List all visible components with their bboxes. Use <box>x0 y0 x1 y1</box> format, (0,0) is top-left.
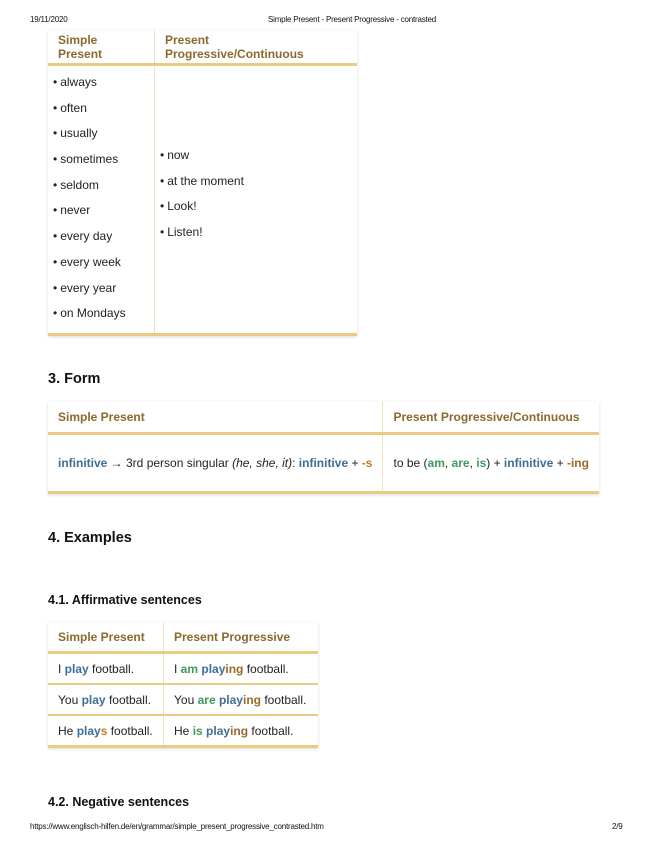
verb: play <box>81 692 106 707</box>
signal-word: • never <box>53 198 149 224</box>
simple-present-example <box>48 684 164 715</box>
ing-ending: ing <box>230 723 249 738</box>
col-header-present-progressive: Present Progressive/Continuous <box>155 30 358 65</box>
auxiliary: are <box>197 692 216 707</box>
table-row <box>48 715 318 747</box>
progressive-signal-cell <box>155 65 358 335</box>
subject: You <box>174 692 198 707</box>
form-am: am <box>427 456 445 470</box>
verb: play <box>218 692 243 707</box>
ing-ending: ing <box>225 661 244 676</box>
aff-col-header-simple: Simple Present <box>48 622 164 653</box>
auxiliary: am <box>180 661 199 676</box>
section-heading-examples: 4. Examples <box>48 530 132 546</box>
table-row <box>48 684 318 715</box>
form-col-header-simple: Simple Present <box>48 401 383 434</box>
form-is: is <box>476 456 487 470</box>
signal-word: • every day <box>53 224 149 250</box>
signal-word: • at the moment <box>160 169 352 195</box>
form-progressive-rule <box>383 434 599 493</box>
present-progressive-example <box>164 653 319 685</box>
form-ing-suffix: -ing <box>566 456 589 470</box>
table-row <box>48 653 318 685</box>
form-simple-present-rule <box>48 434 383 493</box>
page-number: 2/9 <box>612 822 623 831</box>
verb: play <box>206 723 231 738</box>
signal-word: • seldom <box>53 173 149 199</box>
simple-present-example <box>48 715 164 747</box>
signal-word: • now <box>160 143 352 169</box>
present-progressive-example <box>164 715 319 747</box>
signal-word: • Look! <box>160 194 352 220</box>
subject: He <box>174 723 193 738</box>
form-table <box>48 401 599 494</box>
verb: play <box>201 661 226 676</box>
col-header-simple-present: Simple Present <box>48 30 155 65</box>
print-url: https://www.englisch-hilfen.de/en/grammar/simple_present_progressive_contrasted.htm <box>30 822 324 831</box>
subheading-negative: 4.2. Negative sentences <box>48 795 190 809</box>
object: football. <box>107 723 153 738</box>
form-to-be: to be ( <box>393 456 428 470</box>
signal-word: • on Mondays <box>53 301 149 327</box>
form-plus: + <box>348 456 362 470</box>
object: football. <box>105 692 151 707</box>
auxiliary: is <box>192 723 203 738</box>
section-heading-form: 3. Form <box>48 371 101 387</box>
verb-ending: s <box>100 723 108 738</box>
ing-ending: ing <box>242 692 261 707</box>
object: football. <box>88 661 135 676</box>
affirmative-examples-table <box>48 622 318 748</box>
subheading-affirmative: 4.1. Affirmative sentences <box>48 593 202 607</box>
signal-word: • usually <box>53 121 149 147</box>
subject: He <box>58 723 77 738</box>
form-comma: , <box>444 456 452 470</box>
print-date: 19/11/2020 <box>30 15 68 24</box>
signal-word: • every week <box>53 250 149 276</box>
signal-word: • every year <box>53 276 149 302</box>
form-col-header-progressive: Present Progressive/Continuous <box>383 401 599 434</box>
verb: play <box>64 661 89 676</box>
signal-word: • always <box>53 70 149 96</box>
form-infinitive: infinitive <box>58 456 108 470</box>
simple-present-signal-cell <box>48 65 155 335</box>
form-infinitive-2: infinitive <box>298 456 349 470</box>
subject: I <box>174 661 181 676</box>
verb: play <box>76 723 101 738</box>
signal-word: • often <box>53 96 149 122</box>
signal-word: • Listen! <box>160 220 352 246</box>
form-s-suffix: -s <box>361 456 373 470</box>
signal-word: • sometimes <box>53 147 149 173</box>
simple-present-example <box>48 653 164 685</box>
object: football. <box>248 723 294 738</box>
print-title: Simple Present - Present Progressive - contrasted <box>268 15 437 24</box>
form-colon: : <box>292 456 299 470</box>
object: football. <box>243 661 289 676</box>
subject: You <box>58 692 82 707</box>
form-prog-infinitive: infinitive <box>503 456 554 470</box>
subject: I <box>58 661 65 676</box>
aff-col-header-progressive: Present Progressive <box>164 622 319 653</box>
signal-words-table <box>48 30 357 336</box>
present-progressive-example <box>164 684 319 715</box>
simple-present-signal-list <box>53 66 149 333</box>
form-plus: + <box>553 456 567 470</box>
form-arrow-text: → 3rd person singular <box>107 456 233 470</box>
form-pronouns: (he, she, it) <box>232 456 293 470</box>
progressive-signal-list <box>160 143 352 252</box>
form-close: ) + <box>486 456 504 470</box>
form-comma: , <box>469 456 477 470</box>
object: football. <box>260 692 307 707</box>
form-are: are <box>451 456 470 470</box>
